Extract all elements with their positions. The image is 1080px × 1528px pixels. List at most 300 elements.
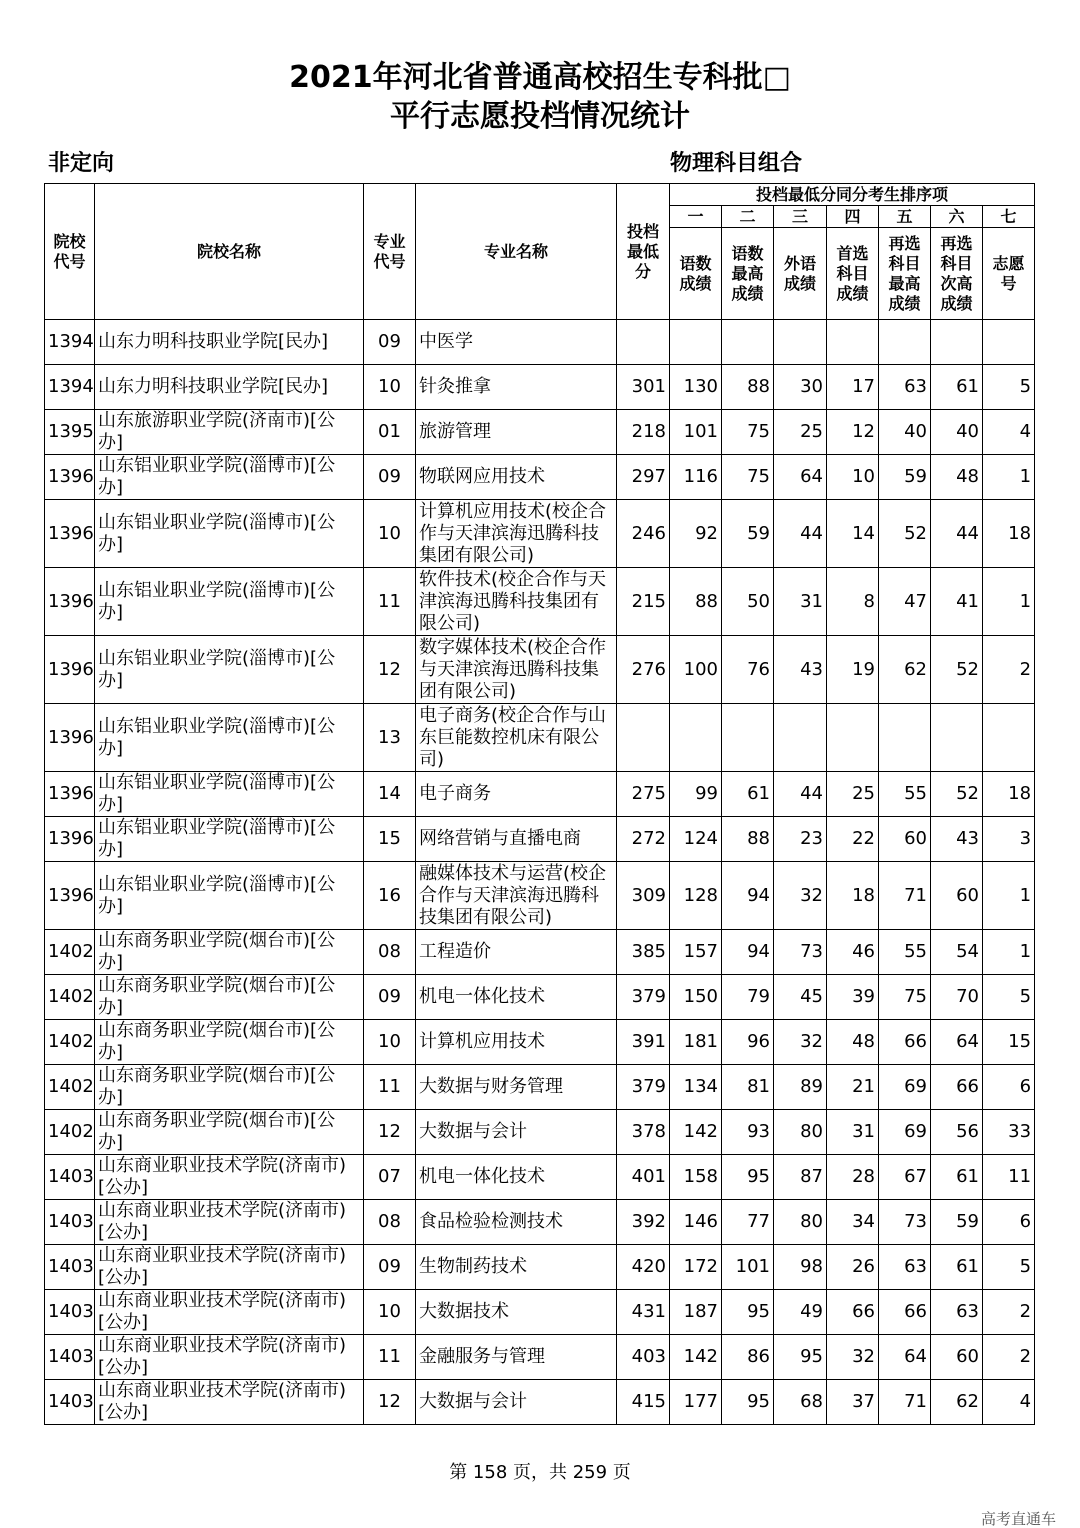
cell-school-name: 山东铝业职业学院(淄博市)[公办]	[95, 455, 364, 500]
cell-major-name: 机电一体化技术	[416, 1155, 617, 1200]
cell-school-name: 山东力明科技职业学院[民办]	[95, 320, 364, 365]
category-label-right: 物理科目组合	[670, 151, 803, 176]
cell-school-code: 1402	[45, 1020, 95, 1065]
cell-c4: 12	[827, 410, 879, 455]
cell-school-code: 1396	[45, 636, 95, 704]
header-order-label: 外语成绩	[774, 228, 827, 320]
cell-c4: 46	[827, 930, 879, 975]
page-title-line2: 平行志愿投档情况统计	[390, 99, 690, 134]
cell-c2: 88	[722, 365, 774, 410]
cell-c7: 33	[983, 1110, 1035, 1155]
cell-c5: 40	[879, 410, 931, 455]
cell-c5: 75	[879, 975, 931, 1020]
cell-school-name: 山东商业职业技术学院(济南市)[公办]	[95, 1245, 364, 1290]
cell-major-code: 12	[364, 1110, 416, 1155]
header-order-num: 二	[722, 206, 774, 228]
cell-school-code: 1396	[45, 772, 95, 817]
cell-school-name: 山东铝业职业学院(淄博市)[公办]	[95, 817, 364, 862]
cell-c5: 62	[879, 636, 931, 704]
cell-c2: 88	[722, 817, 774, 862]
cell-major-name: 食品检验检测技术	[416, 1200, 617, 1245]
cell-c2: 50	[722, 568, 774, 636]
cell-c4: 17	[827, 365, 879, 410]
cell-min-score: 272	[617, 817, 670, 862]
cell-major-name: 数字媒体技术(校企合作与天津滨海迅腾科技集团有限公司)	[416, 636, 617, 704]
cell-major-code: 15	[364, 817, 416, 862]
table-row	[45, 320, 1035, 365]
cell-c7: 1	[983, 455, 1035, 500]
cell-c2: 81	[722, 1065, 774, 1110]
cell-c3: 49	[774, 1290, 827, 1335]
cell-school-code: 1403	[45, 1200, 95, 1245]
cell-min-score: 391	[617, 1020, 670, 1065]
cell-c5	[879, 704, 931, 772]
cell-min-score	[617, 704, 670, 772]
table-row	[45, 1335, 1035, 1380]
header-school-name: 院校名称	[95, 184, 364, 320]
cell-school-code: 1402	[45, 930, 95, 975]
table-row	[45, 1245, 1035, 1290]
cell-c4: 18	[827, 862, 879, 930]
cell-c7: 2	[983, 636, 1035, 704]
cell-c6: 66	[931, 1065, 983, 1110]
admission-table	[44, 183, 1035, 1425]
cell-c3: 32	[774, 1020, 827, 1065]
cell-major-code: 11	[364, 568, 416, 636]
cell-major-code: 12	[364, 636, 416, 704]
cell-school-code: 1403	[45, 1290, 95, 1335]
cell-c3: 89	[774, 1065, 827, 1110]
header-order-label: 首选科目成绩	[827, 228, 879, 320]
cell-school-name: 山东铝业职业学院(淄博市)[公办]	[95, 636, 364, 704]
cell-c5: 71	[879, 1380, 931, 1425]
header-order-num: 四	[827, 206, 879, 228]
table-body	[45, 320, 1035, 1425]
cell-c7: 3	[983, 817, 1035, 862]
cell-c3: 95	[774, 1335, 827, 1380]
cell-c1: 142	[670, 1110, 722, 1155]
table-row	[45, 410, 1035, 455]
cell-c3: 87	[774, 1155, 827, 1200]
cell-major-name: 旅游管理	[416, 410, 617, 455]
cell-c2: 93	[722, 1110, 774, 1155]
cell-c1: 177	[670, 1380, 722, 1425]
cell-min-score: 379	[617, 1065, 670, 1110]
watermark: 高考直通车	[980, 1510, 1056, 1528]
cell-c7: 4	[983, 1380, 1035, 1425]
cell-c5	[879, 320, 931, 365]
cell-school-code: 1394	[45, 320, 95, 365]
cell-c2: 76	[722, 636, 774, 704]
cell-school-name: 山东商务职业学院(烟台市)[公办]	[95, 1110, 364, 1155]
cell-min-score: 215	[617, 568, 670, 636]
cell-c5: 64	[879, 1335, 931, 1380]
cell-school-code: 1395	[45, 410, 95, 455]
header-order-label: 再选科目最高成绩	[879, 228, 931, 320]
header-major-name: 专业名称	[416, 184, 617, 320]
page-footer: 第 158 页，共 259 页	[449, 1462, 631, 1483]
cell-c3: 32	[774, 862, 827, 930]
cell-c6: 43	[931, 817, 983, 862]
cell-c7: 18	[983, 500, 1035, 568]
cell-school-name: 山东商务职业学院(烟台市)[公办]	[95, 1065, 364, 1110]
cell-c7: 6	[983, 1200, 1035, 1245]
cell-min-score: 301	[617, 365, 670, 410]
header-order-num: 一	[670, 206, 722, 228]
cell-c3	[774, 320, 827, 365]
table-row	[45, 636, 1035, 704]
cell-major-code: 14	[364, 772, 416, 817]
cell-major-code: 11	[364, 1335, 416, 1380]
cell-c4: 31	[827, 1110, 879, 1155]
cell-c5: 71	[879, 862, 931, 930]
cell-school-code: 1402	[45, 1065, 95, 1110]
cell-c2: 86	[722, 1335, 774, 1380]
cell-c7: 5	[983, 365, 1035, 410]
table-row	[45, 1065, 1035, 1110]
table-row	[45, 1020, 1035, 1065]
table-row	[45, 817, 1035, 862]
cell-c4: 26	[827, 1245, 879, 1290]
cell-c5: 66	[879, 1290, 931, 1335]
cell-c3: 68	[774, 1380, 827, 1425]
cell-c5: 66	[879, 1020, 931, 1065]
cell-c6: 60	[931, 862, 983, 930]
cell-c1: 181	[670, 1020, 722, 1065]
cell-c6: 52	[931, 636, 983, 704]
cell-school-code: 1396	[45, 500, 95, 568]
cell-c2: 101	[722, 1245, 774, 1290]
cell-major-name: 电子商务(校企合作与山东巨能数控机床有限公司)	[416, 704, 617, 772]
cell-min-score: 276	[617, 636, 670, 704]
cell-major-name: 大数据与会计	[416, 1110, 617, 1155]
cell-c2: 79	[722, 975, 774, 1020]
cell-c3: 80	[774, 1110, 827, 1155]
cell-c7: 18	[983, 772, 1035, 817]
cell-c7: 2	[983, 1335, 1035, 1380]
cell-school-code: 1396	[45, 568, 95, 636]
table-row	[45, 1200, 1035, 1245]
cell-c6: 62	[931, 1380, 983, 1425]
cell-c7	[983, 320, 1035, 365]
cell-major-code: 09	[364, 320, 416, 365]
cell-c6: 54	[931, 930, 983, 975]
cell-major-name: 生物制药技术	[416, 1245, 617, 1290]
cell-major-code: 16	[364, 862, 416, 930]
cell-c7: 1	[983, 862, 1035, 930]
cell-c4: 10	[827, 455, 879, 500]
cell-school-name: 山东旅游职业学院(济南市)[公办]	[95, 410, 364, 455]
cell-c5: 63	[879, 365, 931, 410]
cell-major-name: 计算机应用技术(校企合作与天津滨海迅腾科技集团有限公司)	[416, 500, 617, 568]
cell-major-code: 01	[364, 410, 416, 455]
cell-c4: 22	[827, 817, 879, 862]
cell-school-name: 山东商业职业技术学院(济南市)[公办]	[95, 1290, 364, 1335]
cell-min-score: 218	[617, 410, 670, 455]
cell-major-name: 计算机应用技术	[416, 1020, 617, 1065]
cell-major-code: 09	[364, 1245, 416, 1290]
table-row	[45, 365, 1035, 410]
table-row	[45, 568, 1035, 636]
cell-c6: 64	[931, 1020, 983, 1065]
cell-c4: 48	[827, 1020, 879, 1065]
cell-min-score: 246	[617, 500, 670, 568]
table-row	[45, 862, 1035, 930]
table-row	[45, 1380, 1035, 1425]
cell-c6: 56	[931, 1110, 983, 1155]
cell-school-code: 1402	[45, 1110, 95, 1155]
cell-major-code: 10	[364, 1290, 416, 1335]
cell-major-name: 融媒体技术与运营(校企合作与天津滨海迅腾科技集团有限公司)	[416, 862, 617, 930]
cell-c1: 92	[670, 500, 722, 568]
cell-major-code: 12	[364, 1380, 416, 1425]
cell-c7: 15	[983, 1020, 1035, 1065]
cell-c6: 60	[931, 1335, 983, 1380]
cell-min-score: 431	[617, 1290, 670, 1335]
cell-c6: 52	[931, 772, 983, 817]
cell-c6: 61	[931, 1155, 983, 1200]
cell-school-name: 山东铝业职业学院(淄博市)[公办]	[95, 704, 364, 772]
cell-c7: 6	[983, 1065, 1035, 1110]
cell-min-score: 309	[617, 862, 670, 930]
cell-c4: 37	[827, 1380, 879, 1425]
cell-school-name: 山东铝业职业学院(淄博市)[公办]	[95, 772, 364, 817]
cell-major-code: 09	[364, 455, 416, 500]
cell-school-name: 山东商业职业技术学院(济南市)[公办]	[95, 1335, 364, 1380]
cell-c5: 69	[879, 1065, 931, 1110]
cell-c4: 34	[827, 1200, 879, 1245]
cell-c1	[670, 320, 722, 365]
cell-school-name: 山东铝业职业学院(淄博市)[公办]	[95, 862, 364, 930]
cell-major-name: 工程造价	[416, 930, 617, 975]
cell-major-code: 08	[364, 930, 416, 975]
cell-major-code: 10	[364, 500, 416, 568]
cell-major-name: 大数据与财务管理	[416, 1065, 617, 1110]
cell-school-name: 山东商业职业技术学院(济南市)[公办]	[95, 1200, 364, 1245]
cell-c1: 88	[670, 568, 722, 636]
cell-c1: 101	[670, 410, 722, 455]
cell-major-name: 大数据技术	[416, 1290, 617, 1335]
header-order-num: 六	[931, 206, 983, 228]
cell-major-code: 10	[364, 365, 416, 410]
cell-major-name: 软件技术(校企合作与天津滨海迅腾科技集团有限公司)	[416, 568, 617, 636]
cell-c7: 1	[983, 930, 1035, 975]
cell-c2: 59	[722, 500, 774, 568]
cell-c7: 5	[983, 1245, 1035, 1290]
cell-major-name: 物联网应用技术	[416, 455, 617, 500]
cell-c5: 60	[879, 817, 931, 862]
cell-min-score: 297	[617, 455, 670, 500]
table-row	[45, 930, 1035, 975]
header-school-code: 院校代号	[45, 184, 95, 320]
cell-c4: 32	[827, 1335, 879, 1380]
cell-school-name: 山东力明科技职业学院[民办]	[95, 365, 364, 410]
cell-c1: 124	[670, 817, 722, 862]
cell-c5: 55	[879, 930, 931, 975]
table-row	[45, 704, 1035, 772]
cell-c3: 30	[774, 365, 827, 410]
cell-c7: 2	[983, 1290, 1035, 1335]
cell-school-name: 山东商务职业学院(烟台市)[公办]	[95, 930, 364, 975]
cell-c6: 59	[931, 1200, 983, 1245]
header-order-label: 志愿号	[983, 228, 1035, 320]
cell-c3: 25	[774, 410, 827, 455]
cell-school-name: 山东商业职业技术学院(济南市)[公办]	[95, 1155, 364, 1200]
cell-school-code: 1402	[45, 975, 95, 1020]
cell-school-code: 1403	[45, 1245, 95, 1290]
cell-c4: 39	[827, 975, 879, 1020]
cell-major-name: 中医学	[416, 320, 617, 365]
cell-school-code: 1403	[45, 1380, 95, 1425]
cell-c5: 63	[879, 1245, 931, 1290]
cell-c3: 43	[774, 636, 827, 704]
cell-major-code: 11	[364, 1065, 416, 1110]
cell-c5: 59	[879, 455, 931, 500]
cell-min-score: 401	[617, 1155, 670, 1200]
cell-c4: 19	[827, 636, 879, 704]
cell-c2: 95	[722, 1155, 774, 1200]
cell-c1: 172	[670, 1245, 722, 1290]
cell-c6: 63	[931, 1290, 983, 1335]
cell-school-name: 山东铝业职业学院(淄博市)[公办]	[95, 500, 364, 568]
cell-c2: 94	[722, 862, 774, 930]
cell-school-code: 1396	[45, 455, 95, 500]
cell-major-code: 08	[364, 1200, 416, 1245]
cell-min-score: 379	[617, 975, 670, 1020]
cell-c4: 66	[827, 1290, 879, 1335]
cell-c1: 187	[670, 1290, 722, 1335]
page-title-line1: 2021年河北省普通高校招生专科批□	[289, 60, 791, 95]
cell-major-name: 大数据与会计	[416, 1380, 617, 1425]
cell-c2: 61	[722, 772, 774, 817]
cell-c2: 75	[722, 410, 774, 455]
cell-c3: 23	[774, 817, 827, 862]
cell-c2: 95	[722, 1380, 774, 1425]
cell-c1: 116	[670, 455, 722, 500]
cell-c4: 8	[827, 568, 879, 636]
cell-major-code: 09	[364, 975, 416, 1020]
cell-min-score: 415	[617, 1380, 670, 1425]
cell-c5: 55	[879, 772, 931, 817]
cell-min-score: 392	[617, 1200, 670, 1245]
cell-school-name: 山东商业职业技术学院(济南市)[公办]	[95, 1380, 364, 1425]
cell-school-name: 山东商务职业学院(烟台市)[公办]	[95, 975, 364, 1020]
cell-c1: 99	[670, 772, 722, 817]
cell-c2	[722, 320, 774, 365]
cell-school-code: 1403	[45, 1335, 95, 1380]
cell-c1: 146	[670, 1200, 722, 1245]
header-order-label: 语数最高成绩	[722, 228, 774, 320]
cell-c1: 142	[670, 1335, 722, 1380]
cell-c2: 96	[722, 1020, 774, 1065]
cell-min-score: 385	[617, 930, 670, 975]
cell-c1: 128	[670, 862, 722, 930]
cell-c5: 67	[879, 1155, 931, 1200]
cell-min-score: 403	[617, 1335, 670, 1380]
cell-c5: 73	[879, 1200, 931, 1245]
cell-c2: 77	[722, 1200, 774, 1245]
cell-c6: 44	[931, 500, 983, 568]
cell-c5: 69	[879, 1110, 931, 1155]
cell-c6: 48	[931, 455, 983, 500]
cell-major-code: 10	[364, 1020, 416, 1065]
cell-school-code: 1396	[45, 817, 95, 862]
cell-c7: 11	[983, 1155, 1035, 1200]
cell-c7: 4	[983, 410, 1035, 455]
cell-c7	[983, 704, 1035, 772]
cell-c6: 61	[931, 365, 983, 410]
cell-c6	[931, 320, 983, 365]
cell-c4	[827, 704, 879, 772]
cell-c1: 100	[670, 636, 722, 704]
header-order-num: 三	[774, 206, 827, 228]
cell-c1	[670, 704, 722, 772]
table-row	[45, 1110, 1035, 1155]
cell-min-score: 275	[617, 772, 670, 817]
cell-c3: 98	[774, 1245, 827, 1290]
table-row	[45, 1155, 1035, 1200]
cell-school-code: 1394	[45, 365, 95, 410]
cell-c1: 130	[670, 365, 722, 410]
table-row	[45, 500, 1035, 568]
cell-c3	[774, 704, 827, 772]
cell-major-name: 网络营销与直播电商	[416, 817, 617, 862]
cell-school-name: 山东铝业职业学院(淄博市)[公办]	[95, 568, 364, 636]
cell-major-name: 机电一体化技术	[416, 975, 617, 1020]
cell-school-name: 山东商务职业学院(烟台市)[公办]	[95, 1020, 364, 1065]
table-row	[45, 455, 1035, 500]
cell-c7: 5	[983, 975, 1035, 1020]
cell-c2: 75	[722, 455, 774, 500]
cell-min-score: 420	[617, 1245, 670, 1290]
header-order-num: 七	[983, 206, 1035, 228]
cell-c5: 52	[879, 500, 931, 568]
cell-min-score: 378	[617, 1110, 670, 1155]
header-order-num: 五	[879, 206, 931, 228]
table-row	[45, 975, 1035, 1020]
cell-c3: 44	[774, 772, 827, 817]
cell-c3: 64	[774, 455, 827, 500]
cell-c4: 21	[827, 1065, 879, 1110]
cell-c3: 44	[774, 500, 827, 568]
table-row	[45, 772, 1035, 817]
cell-major-name: 金融服务与管理	[416, 1335, 617, 1380]
cell-c6	[931, 704, 983, 772]
cell-major-code: 07	[364, 1155, 416, 1200]
header-min-score: 投档最低分	[617, 184, 670, 320]
cell-school-code: 1396	[45, 704, 95, 772]
cell-c2	[722, 704, 774, 772]
cell-school-code: 1396	[45, 862, 95, 930]
cell-major-name: 电子商务	[416, 772, 617, 817]
cell-c6: 61	[931, 1245, 983, 1290]
cell-c1: 158	[670, 1155, 722, 1200]
cell-c7: 1	[983, 568, 1035, 636]
cell-c3: 80	[774, 1200, 827, 1245]
table-row	[45, 1290, 1035, 1335]
cell-c2: 95	[722, 1290, 774, 1335]
cell-major-code: 13	[364, 704, 416, 772]
header-order-label: 再选科目次高成绩	[931, 228, 983, 320]
cell-c1: 157	[670, 930, 722, 975]
cell-c4: 25	[827, 772, 879, 817]
cell-c4	[827, 320, 879, 365]
header-tiebreak-group: 投档最低分同分考生排序项	[670, 184, 1035, 206]
cell-c6: 40	[931, 410, 983, 455]
header-major-code: 专业代号	[364, 184, 416, 320]
cell-c3: 31	[774, 568, 827, 636]
cell-c1: 150	[670, 975, 722, 1020]
